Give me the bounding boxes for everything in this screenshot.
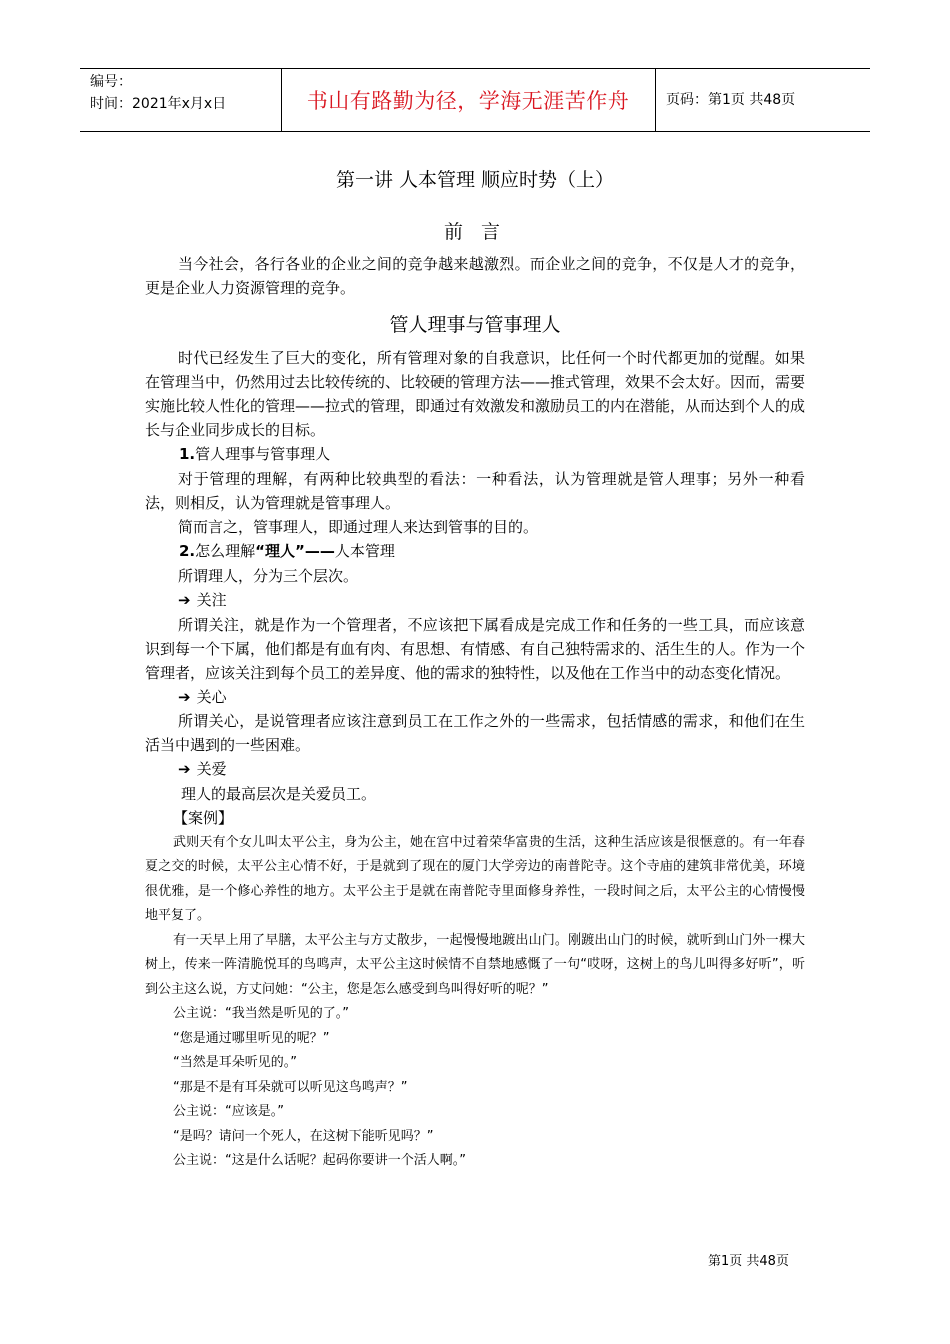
- preface-text: 当今社会，各行各业的企业之间的竞争越来越激烈。而企业之间的竞争，不仅是人才的竞争，更是企业人力资源管理的竞争。: [145, 255, 805, 297]
- bullet-love: [145, 757, 805, 782]
- number-label: 编号：: [90, 74, 132, 90]
- bullet-focus: [145, 588, 805, 613]
- arrow-icon: ➔: [178, 760, 191, 778]
- paragraph-levels: 所谓理人，分为三个层次。: [178, 566, 359, 585]
- bullet-care: [145, 685, 805, 710]
- case-label: 【案例】: [173, 809, 234, 827]
- header-motto: 书山有路勤为径，学海无涯苦作舟: [306, 89, 630, 113]
- section-title: 管人理事与管事理人: [389, 314, 561, 336]
- paragraph-focus: 所谓关注，就是作为一个管理者，不应该把下属看成是完成工作和任务的一些工具，而应该意识到每一个下属，他们都是有血有肉、有思想、有情感、有自己独特需求的、活生生的人。作为一个管理者，应该关注到每个员工的差异度、他的需求的独特性，以及他在工作当中的动态变化情况。: [145, 615, 806, 682]
- case-paragraph-2: 有一天早上用了早膳，太平公主与方丈散步，一起慢慢地踱出山门。刚踱出山门的时候，就听到山门外一棵大树上，传来一阵清脆悦耳的鸟鸣声，太平公主这时候情不自禁地感慨了一句“哎呀，这树上的鸟儿叫得多好听”，听到公主这么说，方丈问她：“公主，您是怎么感受到鸟叫得好听的呢？”: [145, 932, 805, 997]
- bullet-text: 关心: [196, 687, 227, 706]
- header-divider: [655, 69, 656, 131]
- paragraph-care: 所谓关心，是说管理者应该注意到员工在工作之外的一些需求，包括情感的需求，和他们在生活当中遇到的一些困难。: [145, 712, 805, 754]
- dialogue-line: “是吗？请问一个死人，在这树下能听见吗？”: [173, 1128, 434, 1144]
- bullet-text: 关爱: [196, 760, 227, 778]
- bullet-text: 关注: [196, 591, 227, 609]
- arrow-icon: ➔: [178, 687, 191, 706]
- numbered-heading-1: [145, 442, 805, 467]
- lecture-title: 第一讲 人本管理 顺应时势（上）: [335, 169, 615, 191]
- heading-text: 人本管理: [334, 542, 395, 560]
- paragraph-views: 对于管理的理解，有两种比较典型的看法：一种看法，认为管理就是管人理事；另外一种看法，则相反，认为管理就是管事理人。: [145, 469, 805, 512]
- dialogue-line: 公主说：“我当然是听见的了。”: [173, 1006, 349, 1021]
- dialogue-line: 公主说：“这是什么话呢？起码你要讲一个活人啊。”: [173, 1153, 466, 1168]
- paragraph-era: 时代已经发生了巨大的变化，所有管理对象的自我意识，比任何一个时代都更加的觉醒。如果在管理当中，仍然用过去比较传统的、比较硬的管理方法——推式管理，效果不会太好。因而，需要实施比较人性化的管理——拉式的管理，即通过有效激发和激励员工的内在潜能，从而达到个人的成长与企业同步成长的目标。: [145, 349, 806, 439]
- header-meta: [90, 71, 226, 115]
- page-footer: 第1页 共48页: [708, 1254, 789, 1269]
- paragraph-brief: 简而言之，管事理人，即通过理人来达到管事的目的。: [178, 517, 539, 536]
- heading-text-bold: “理人”——: [255, 542, 335, 560]
- dialogue-line: “那是不是有耳朵就可以听见这鸟鸣声？”: [173, 1079, 408, 1095]
- header-page-info: 页码：第1页 共48页: [666, 92, 796, 108]
- arrow-icon: ➔: [178, 591, 191, 609]
- dialogue-line: 公主说：“应该是。”: [173, 1104, 284, 1119]
- time-label: 时间：2021年x月x日: [90, 96, 227, 112]
- heading-number: 2.: [179, 542, 196, 560]
- heading-text: 怎么理解: [195, 542, 256, 560]
- numbered-heading-2: [145, 539, 805, 564]
- heading-text: 管人理事与管事理人: [195, 445, 331, 463]
- preface-title: 前 言: [443, 221, 507, 243]
- dialogue-line: “您是通过哪里听见的呢？”: [173, 1030, 330, 1046]
- paragraph-love: 理人的最高层次是关爱员工。: [181, 784, 377, 803]
- heading-number: 1.: [179, 445, 196, 463]
- document-body: [145, 160, 805, 1174]
- dialogue-line: “当然是耳朵听见的。”: [173, 1055, 297, 1070]
- page-header: [80, 68, 870, 132]
- case-paragraph-1: 武则天有个女儿叫太平公主，身为公主，她在宫中过着荣华富贵的生活，这种生活应该是很惬意的。有一年春夏之交的时候，太平公主心情不好，于是就到了现在的厦门大学旁边的南普陀寺。这个寺庙的建筑非常优美，环境很优雅，是一个修心养性的地方。太平公主于是就在南普陀寺里面修身养性，一段时间之后，太平公主的心情慢慢地平复了。: [145, 834, 805, 923]
